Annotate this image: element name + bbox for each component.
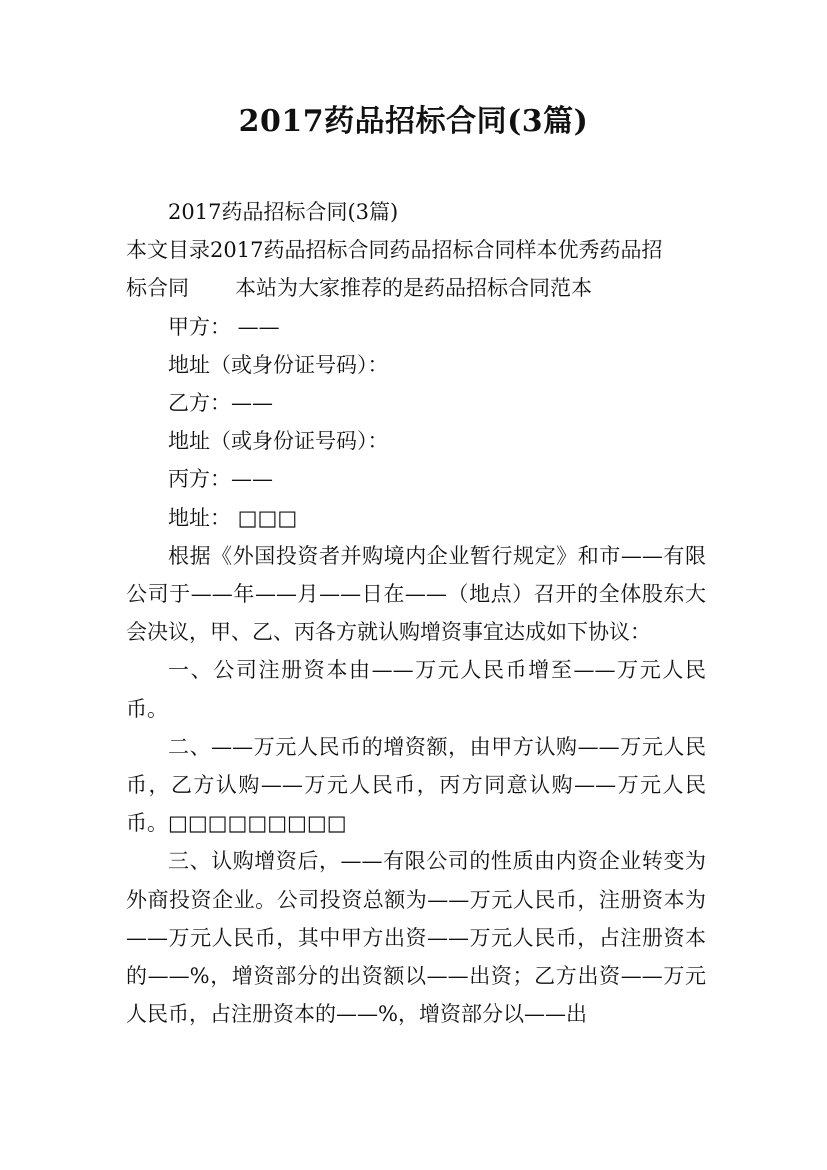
document-title: 2017药品招标合同(3篇): [238, 104, 589, 139]
toc-line-2: [126, 269, 706, 307]
toc-line-1: 本文目录2017药品招标合同药品招标合同样本优秀药品招: [126, 238, 663, 263]
clause-3: 三、认购增资后，——有限公司的性质由内资企业转变为外商投资企业。公司投资总额为——万元人民币，注册资本为——万元人民币，其中甲方出资——万元人民币，占注册资本的——%，增资部分的出资额以——出资；乙方出资——万元人民币，占注册资本的——%，增资部分以——出: [126, 849, 706, 1027]
party-c-address: 地址： □□□: [168, 505, 298, 530]
party-b-line: 乙方：——: [168, 390, 273, 415]
basis-paragraph: 根据《外国投资者并购境内企业暂行规定》和市——有限公司于——年——月——日在——（地点）召开的全体股东大会决议，甲、乙、丙各方就认购增资事宜达成如下协议：: [126, 543, 706, 645]
party-b-address: 地址（或身份证号码）：: [168, 429, 389, 454]
party-c-line: 丙方：——: [168, 467, 273, 492]
document-subtitle: 2017药品招标合同(3篇): [168, 200, 399, 224]
party-a-address: 地址（或身份证号码）：: [168, 352, 389, 377]
toc-line-2-start: 标合同: [126, 276, 189, 301]
party-a-line: 甲方： ——: [168, 314, 280, 339]
document-body: [126, 193, 706, 1033]
clause-2: 二、——万元人民币的增资额，由甲方认购——万元人民币，乙方认购——万元人民币，丙方同意认购——万元人民币。□□□□□□□□□: [126, 734, 706, 836]
toc-line-2-end: 本站为大家推荐的是药品招标合同范本: [235, 276, 592, 301]
clause-1: 一、公司注册资本由——万元人民币增至——万元人民币。: [126, 658, 706, 721]
